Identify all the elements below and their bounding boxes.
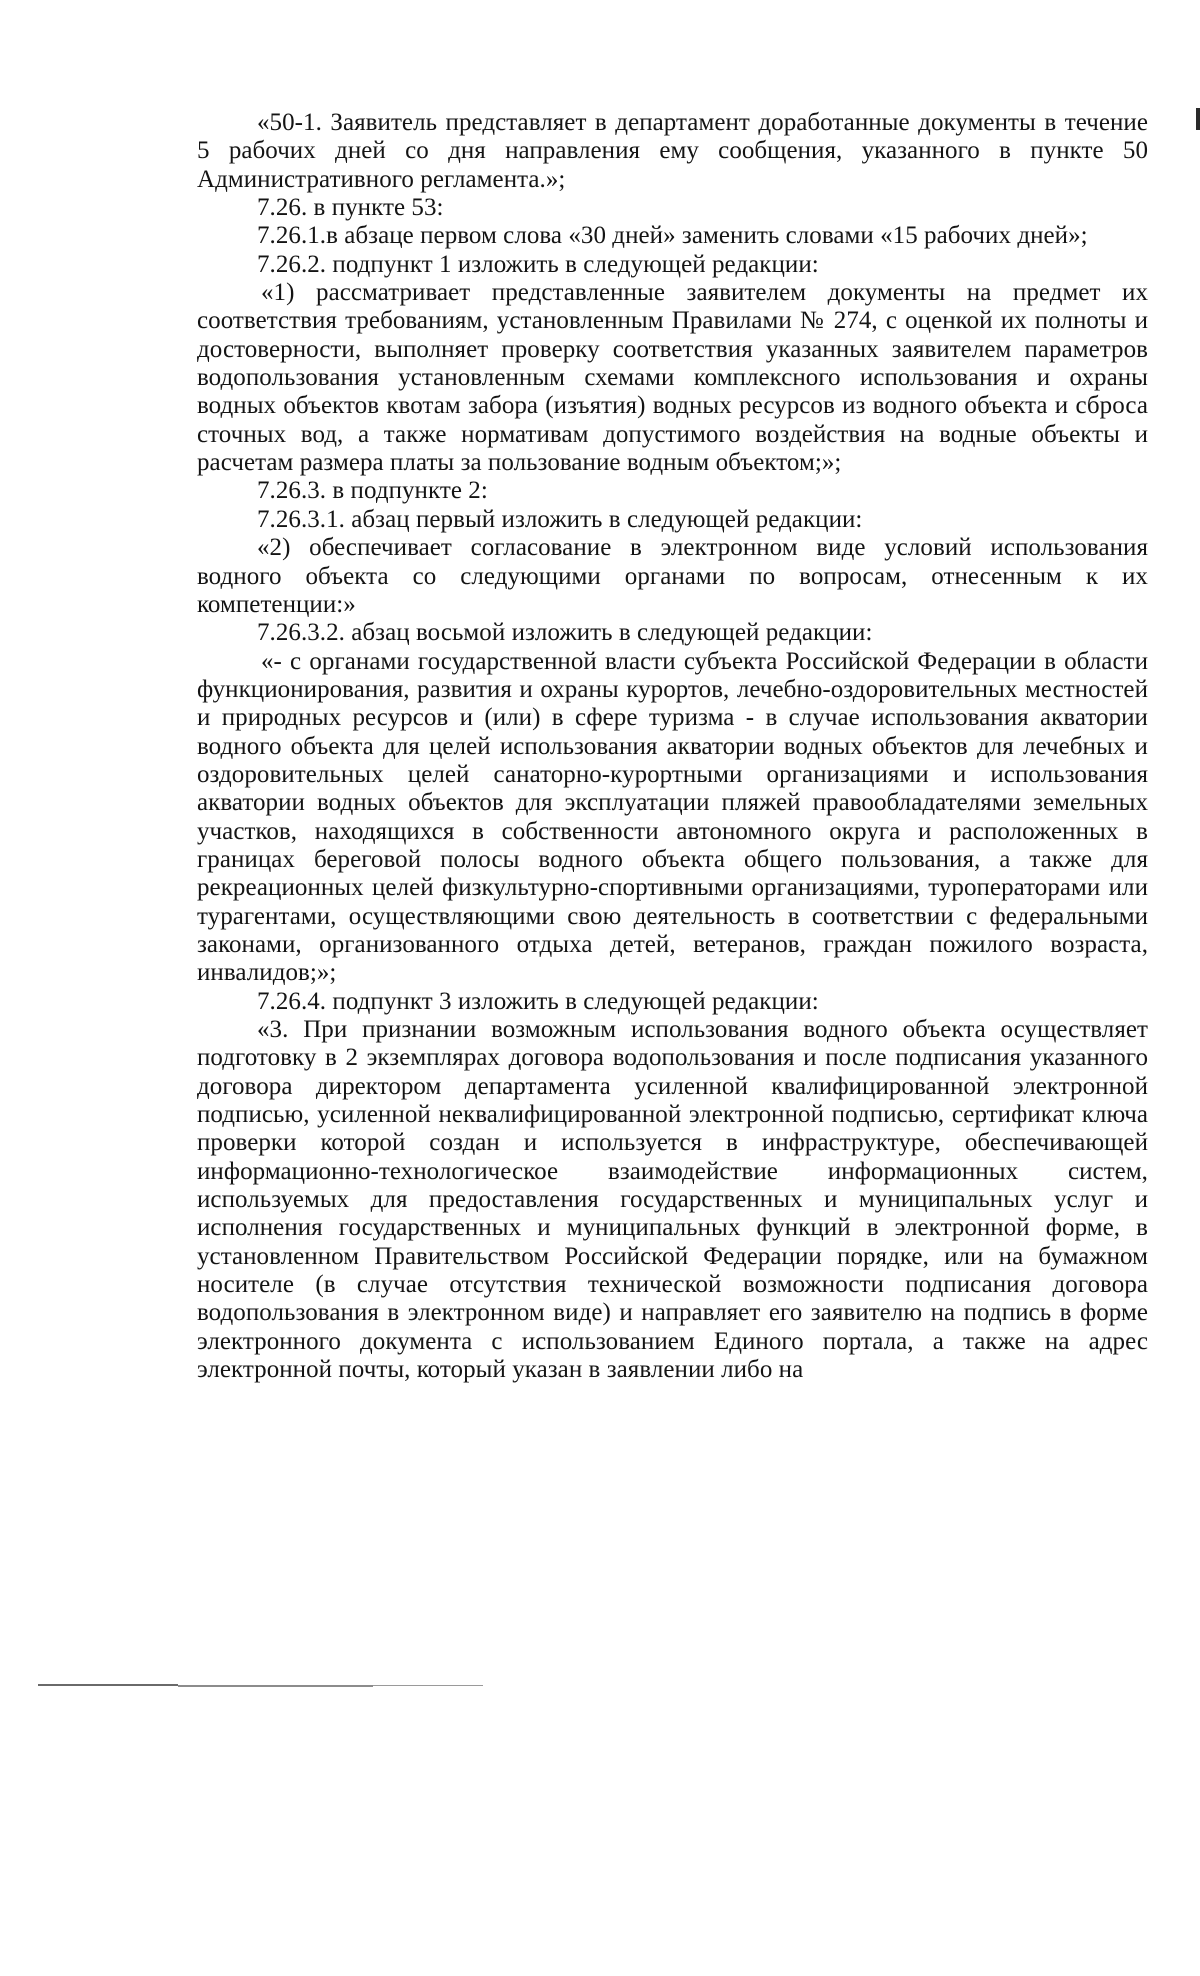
paragraph-7-26-3-1: 7.26.3.1. абзац первый изложить в следующей редакции: (257, 505, 863, 533)
paragraph-7-26-2: 7.26.2. подпункт 1 изложить в следующей редакции: (257, 250, 819, 278)
paragraph-7-26-1: 7.26.1.в абзаце первом слова «30 дней» заменить словами «15 рабочих дней»; (257, 222, 1088, 250)
footnote-separator-line-tail (373, 1685, 483, 1686)
footnote-separator-line (38, 1684, 178, 1686)
footnote-separator-line-faded (178, 1685, 373, 1687)
document-body (197, 109, 1148, 1384)
paragraph-subitem-2-text: «2) обеспечивает согласование в электронном виде условий использования водного объекта со следующими органами по вопросам, отнесенным к их компетенции:» (197, 534, 1148, 618)
paragraph-7-26-3: 7.26.3. в подпункте 2: (257, 477, 488, 505)
paragraph-7-26-4: 7.26.4. подпункт 3 изложить в следующей редакции: (257, 987, 819, 1015)
paragraph-7-26-3-2: 7.26.3.2. абзац восьмой изложить в следующей редакции: (257, 619, 873, 647)
scan-edge-mark (1196, 108, 1200, 130)
paragraph-7-26: 7.26. в пункте 53: (257, 194, 444, 222)
paragraph-50-1: «50-1. Заявитель представляет в департамент доработанные документы в течение 5 рабочих дней со дня направления ему сообщения, указанного в пункте 50 Административного регламента.»; (197, 109, 1148, 193)
paragraph-paragraph-eight-text: «- с органами государственной власти субъекта Российской Федерации в области функционирования, развития и охраны курортов, лечебно-оздоровительных местностей и природных ресурсов и (или) в сфере туризма - в случае использования акватории водного объекта для целей использования акватории водных объектов для лечебных и оздоровительных целей санаторно-курортными организациями и использования акватории водных объектов для эксплуатации пляжей правообладателями земельных участков, находящихся в собственности автономного округа и расположенных в границах береговой полосы водного объекта общего пользования, а также для рекреационных целей физкультурно-спортивными организациями, туроператорами или турагентами, осуществляющими свою деятельность в соответствии с федеральными законами, организованного отдыха детей, ветеранов, граждан пожилого возраста, инвалидов;»; (197, 647, 1148, 987)
paragraph-subitem-1-text: «1) рассматривает представленные заявителем документы на предмет их соответствия требованиям, установленным Правилами № 274, с оценкой их полноты и достоверности, выполняет проверку соответствия указанных заявителем параметров водопользования установленным схемами комплексного использования и охраны водных объектов квотам забора (изъятия) водных ресурсов из водного объекта и сброса сточных вод, а также нормативам допустимого воздействия на водные объекты и расчетам размера платы за пользование водным объектом;»; (197, 279, 1148, 477)
paragraph-subitem-3-text: «3. При признании возможным использования водного объекта осуществляет подготовку в 2 экземплярах договора водопользования и после подписания указанного договора директором департамента усиленной квалифицированной электронной подписью, усиленной неквалифицированной электронной подписью, сертификат ключа проверки которой создан и используется в инфраструктуре, обеспечивающей информационно-технологическое взаимодействие информационных систем, используемых для предоставления государственных и муниципальных услуг и исполнения государственных и муниципальных функций в электронной форме, в установленном Правительством Российской Федерации порядке, или на бумажном носителе (в случае отсутствия технической возможности подписания договора водопользования в электронном виде) и направляет его заявителю на подпись в форме электронного документа с использованием Единого портала, а также на адрес электронной почты, который указан в заявлении либо на (197, 1016, 1148, 1384)
